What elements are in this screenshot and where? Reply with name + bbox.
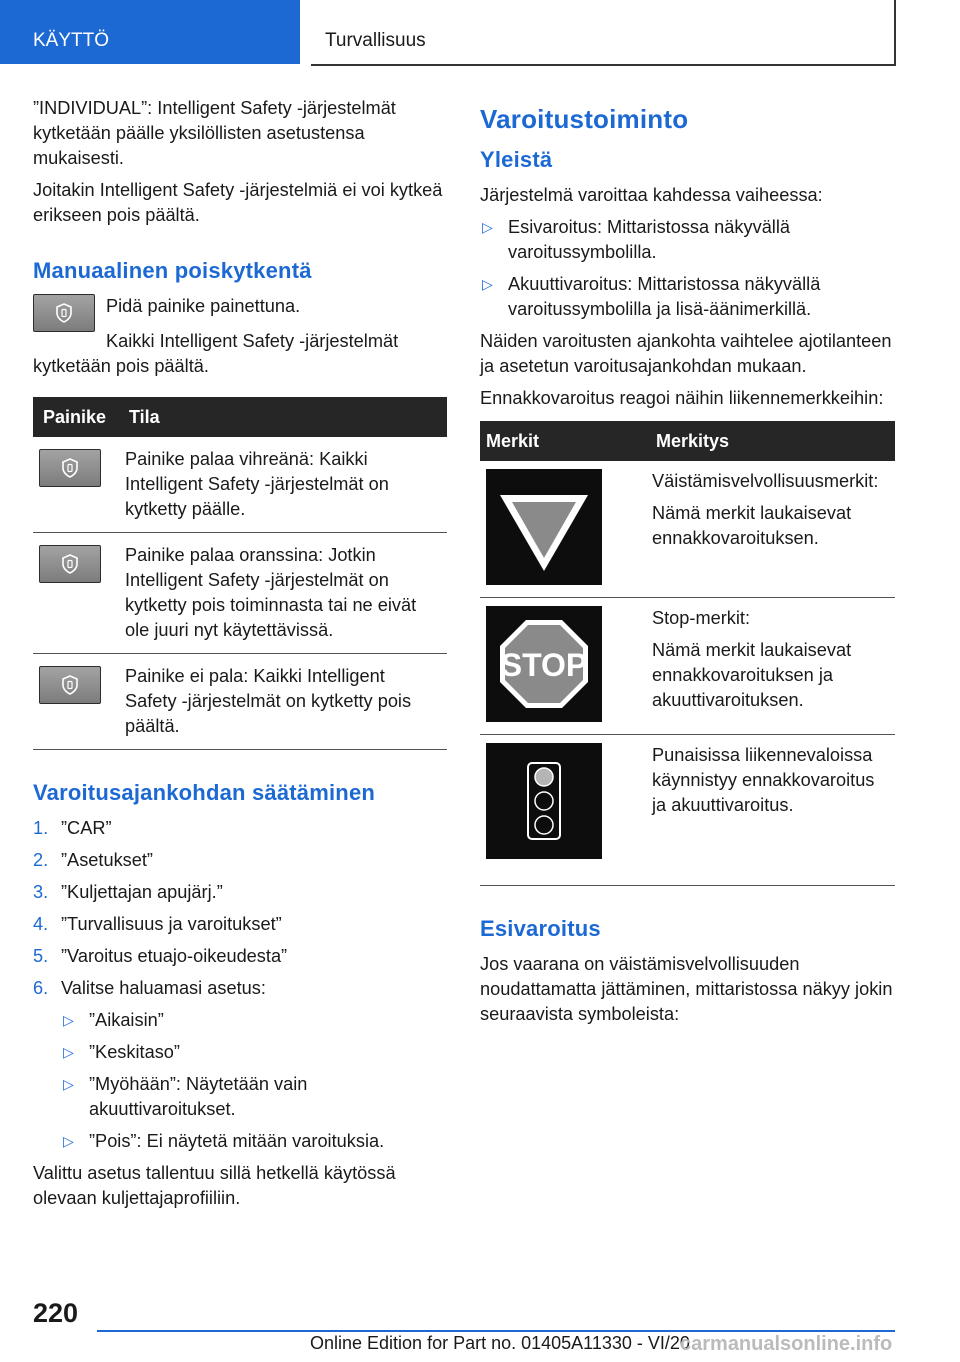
table-row [33,654,447,750]
button-status-table [33,397,447,750]
list-item: ▷ ”Keskitaso” [61,1040,447,1065]
table-row [480,461,895,598]
prewarning-text: Jos vaarana on väistämisvelvollisuuden noudattamatta jättäminen, mittaristossa näkyy jokin seuraavista symboleista: [480,954,893,1024]
manual-instruction [33,294,447,332]
triangle-bullet-icon: ▷ [482,276,493,292]
general-paragraph-1: Näiden varoitusten ajankohta vaihtelee ajotilanteen ja asetetun varoitusajankohdan mukaan. [480,331,892,376]
sign-meaning-text: Nämä merkit laukaisevat ennakkovaroituksen ja akuuttivaroituksen. [652,640,852,710]
table-header-status: Tila [123,397,447,437]
status-text: Painike palaa vihreänä: Kaikki Intelligent Safety ‑järjestelmät on kytketty päälle. [123,437,447,533]
triangle-bullet-icon: ▷ [63,1133,74,1149]
left-column [33,96,447,1218]
timing-heading: Varoitusajankohdan säätäminen [33,780,376,805]
manual-heading: Manuaalinen poiskytkentä [33,258,312,283]
list-item: ▷ ”Aikaisin” [61,1008,447,1033]
section-title: KÄYTTÖ [33,30,110,51]
list-item: ▷ ”Myöhään”: Näytetään vain akuuttivaroitukset. [63,1074,308,1119]
intelligent-safety-button-icon [39,666,101,704]
table-row [33,437,447,533]
traffic-light-icon [486,743,602,859]
warning-stages-list [480,215,895,322]
general-heading: Yleistä [480,147,553,172]
list-item: 1. ”CAR” [33,818,112,838]
status-text: Painike ei pala: Kaikki Intelligent Safety ‑järjestelmät on kytketty pois päältä. [123,654,447,750]
traffic-signs-table [480,421,895,886]
list-item: 6. Valitse haluamasi asetus: ▷ ”Aikaisin” ▷ ”Keskitaso” ▷ ”Myöhään”: Näytetään vain akuuttivaroitukset. ▷ ”Pois”: Ei näytetä mitään varoituksia. [33,976,447,1154]
section-tab [0,0,300,64]
list-item: ▷ Akuuttivaroitus: Mittaristossa näkyvällä varoitussymbolilla ja lisä‑äänimerkillä. [482,274,821,319]
intelligent-safety-button-icon [39,545,101,583]
table-header-meaning: Merkitys [650,421,895,461]
list-item: 2. ”Asetukset” [33,850,153,870]
chapter-header [311,0,896,66]
sign-meaning-title: Väistämisvelvollisuusmerkit: [652,471,879,491]
intro-paragraph-1: ”INDIVIDUAL”: Intelligent Safety ‑järjestelmät kytketään päälle yksilöllisten asetustensa mukaisesti. [33,98,396,168]
edition-text: Online Edition for Part no. 01405A11330 - VI/20 [310,1333,690,1353]
table-header-row [480,421,895,461]
footer-divider [97,1330,895,1332]
general-intro: Järjestelmä varoittaa kahdessa vaiheessa: [480,185,823,205]
list-item: 4. ”Turvallisuus ja varoitukset” [33,914,282,934]
triangle-bullet-icon: ▷ [63,1076,74,1092]
manual-line-2: Kaikki Intelligent Safety ‑järjestelmät kytketään pois päältä. [33,331,399,376]
chapter-title: Turvallisuus [325,30,426,51]
yield-sign-icon [486,469,602,585]
intro-paragraph-2: Joitakin Intelligent Safety ‑järjestelmiä ei voi kytkeä erikseen pois päältä. [33,180,443,225]
sign-meaning-title: Stop‑merkit: [652,608,751,628]
triangle-bullet-icon: ▷ [63,1012,74,1028]
general-paragraph-2: Ennakkovaroitus reagoi näihin liikennemerkkeihin: [480,388,884,408]
triangle-bullet-icon: ▷ [482,219,493,235]
list-item: ▷ ”Pois”: Ei näytetä mitään varoituksia. [61,1129,447,1154]
manual-line-1: Pidä painike painettuna. [106,296,301,316]
warning-function-heading: Varoitustoiminto [480,104,689,134]
timing-options [61,1008,447,1154]
table-row [33,533,447,654]
intelligent-safety-button-icon [33,294,95,332]
status-text: Painike palaa oranssina: Jotkin Intelligent Safety ‑järjestelmät on kytketty pois toiminnasta tai ne eivät ole juuri nyt käytettävissä. [123,533,447,654]
intelligent-safety-button-icon [39,449,101,487]
stop-sign-label: STOP [500,647,588,683]
table-header-signs: Merkit [480,421,650,461]
prewarning-heading: Esivaroitus [480,916,601,941]
list-item: ▷ Esivaroitus: Mittaristossa näkyvällä varoitussymbolilla. [482,217,791,262]
stop-sign-icon [486,606,602,722]
table-row [480,735,895,886]
triangle-bullet-icon: ▷ [63,1044,74,1060]
table-header-row [33,397,447,437]
table-header-button: Painike [33,397,123,437]
sign-meaning-text: Nämä merkit laukaisevat ennakkovaroituksen. [652,503,852,548]
timing-closing: Valittu asetus tallentuu sillä hetkellä käytössä olevaan kuljettajaprofiiliin. [33,1163,396,1208]
right-column [480,96,895,1034]
page-number: 220 [33,1298,79,1328]
watermark: carmanualsonline.info [680,1333,893,1355]
timing-steps [33,816,447,1154]
sign-meaning-title: Punaisissa liikennevaloissa käynnistyy ennakkovaroitus ja akuuttivaroitus. [652,745,875,815]
table-row [480,598,895,735]
list-item: 5. ”Varoitus etuajo‑oikeudesta” [33,946,288,966]
list-item: 3. ”Kuljettajan apujärj.” [33,882,223,902]
